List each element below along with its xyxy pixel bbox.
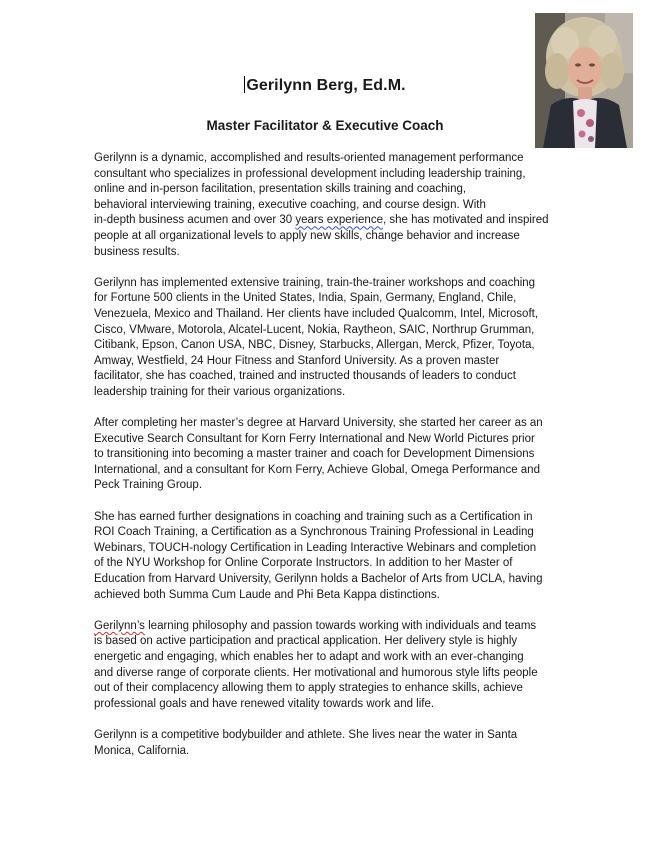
text-segment: learning philosophy and passion towards working with individuals and teams — [144, 619, 537, 632]
text-line: energetic and engaging, which enables her to adapt and work with an ever-changing — [94, 651, 524, 663]
text-line: to transitioning into becoming a master trainer and coach for Development Dimensions — [94, 448, 535, 461]
text-line: achieved both Summa Cum Laude and Phi Beta Kappa distinctions. — [94, 588, 440, 601]
bio-paragraph-2 — [94, 276, 564, 401]
text-line: behavioral interviewing training, executive coaching, and course design. With — [94, 198, 486, 211]
text-line: ROI Coach Training, a Certification as a Synchronous Training Professional in Leading — [94, 526, 534, 539]
text-line: Webinars, TOUCH-nology Certification in Leading Interactive Webinars and completion — [94, 541, 537, 554]
text-line: professional goals and have renewed vitality towards work and life. — [94, 697, 435, 710]
text-line: out of their complacency allowing them to apply strategies to enhance skills, achieve — [94, 682, 523, 695]
spelling-flagged-text[interactable]: Gerilynn’s — [94, 619, 145, 632]
text-line: Executive Search Consultant for Korn Ferry International and New World Pictures prior — [94, 432, 535, 445]
text-segment: , she has motivated and inspired — [382, 214, 549, 227]
author-name-text: Gerilynn Berg, Ed.M. — [246, 77, 406, 94]
text-line: Gerilynn is a competitive bodybuilder and athlete. She lives near the water in Santa — [94, 728, 518, 741]
bio-paragraph-1 — [94, 151, 564, 260]
text-line: Cisco, VMware, Motorola, Alcatel-Lucent, Nokia, Raytheon, SAIC, Northrup Grumman, — [94, 323, 535, 336]
text-line — [94, 213, 564, 229]
text-line: Peck Training Group. — [94, 479, 203, 492]
text-line: online and in-person facilitation, presentation skills training and coaching, — [94, 183, 467, 196]
text-line: Venezuela, Mexico and Thailand. Her clients have included Qualcomm, Intel, Microsoft, — [94, 307, 539, 320]
grammar-flagged-text[interactable]: years experience — [295, 214, 383, 227]
text-line: and diverse range of corporate clients. Her motivational and humorous style lifts people — [94, 666, 538, 679]
author-name — [0, 76, 650, 95]
bio-paragraph-3 — [94, 416, 564, 494]
text-line: International, and a consultant for Korn Ferry, Achieve Global, Omega Performance and — [94, 463, 540, 476]
job-title: Master Facilitator & Executive Coach — [206, 118, 444, 133]
text-line: After completing her master’s degree at Harvard University, she started her career as an — [94, 417, 543, 430]
bio-paragraph-4 — [94, 510, 564, 604]
text-line: Monica, California. — [94, 744, 190, 757]
text-line: is based on active participation and practical application. Her delivery style is highly — [94, 635, 518, 648]
text-line: consultant who specializes in professional development including leadership training, — [94, 167, 526, 180]
text-line: leadership training for their various organizations. — [94, 385, 346, 398]
text-line: Gerilynn has implemented extensive training, train-the-trainer workshops and coaching — [94, 276, 536, 289]
text-line: people at all organizational levels to apply new skills, change behavior and increase — [94, 229, 520, 242]
text-line: for Fortune 500 clients in the United States, India, Spain, Germany, England, Chile, — [94, 292, 517, 305]
text-line: She has earned further designations in coaching and training such as a Certification in — [94, 510, 533, 523]
text-line — [94, 619, 564, 635]
text-line: Education from Harvard University, Gerilynn holds a Bachelor of Arts from UCLA, having — [94, 573, 543, 586]
text-line: of the NYU Workshop for Online Corporate Instructors. In addition to her Master of — [94, 557, 513, 570]
text-line: facilitator, she has coached, trained and instructed thousands of leaders to conduct — [94, 370, 516, 383]
text-line: Citibank, Epson, Canon USA, NBC, Disney, Starbucks, Allergan, Merck, Pfizer, Toyota, — [94, 339, 535, 352]
text-line: Amway, Westfield, 24 Hour Fitness and Stanford University. As a proven master — [94, 354, 500, 367]
bio-paragraph-6 — [94, 728, 564, 759]
bio-body — [94, 151, 564, 775]
text-line: business results. — [94, 245, 180, 258]
bio-paragraph-5 — [94, 619, 564, 713]
text-line: Gerilynn is a dynamic, accomplished and results-oriented management performance — [94, 152, 524, 164]
text-segment: in-depth business acumen and over 30 — [94, 214, 296, 227]
